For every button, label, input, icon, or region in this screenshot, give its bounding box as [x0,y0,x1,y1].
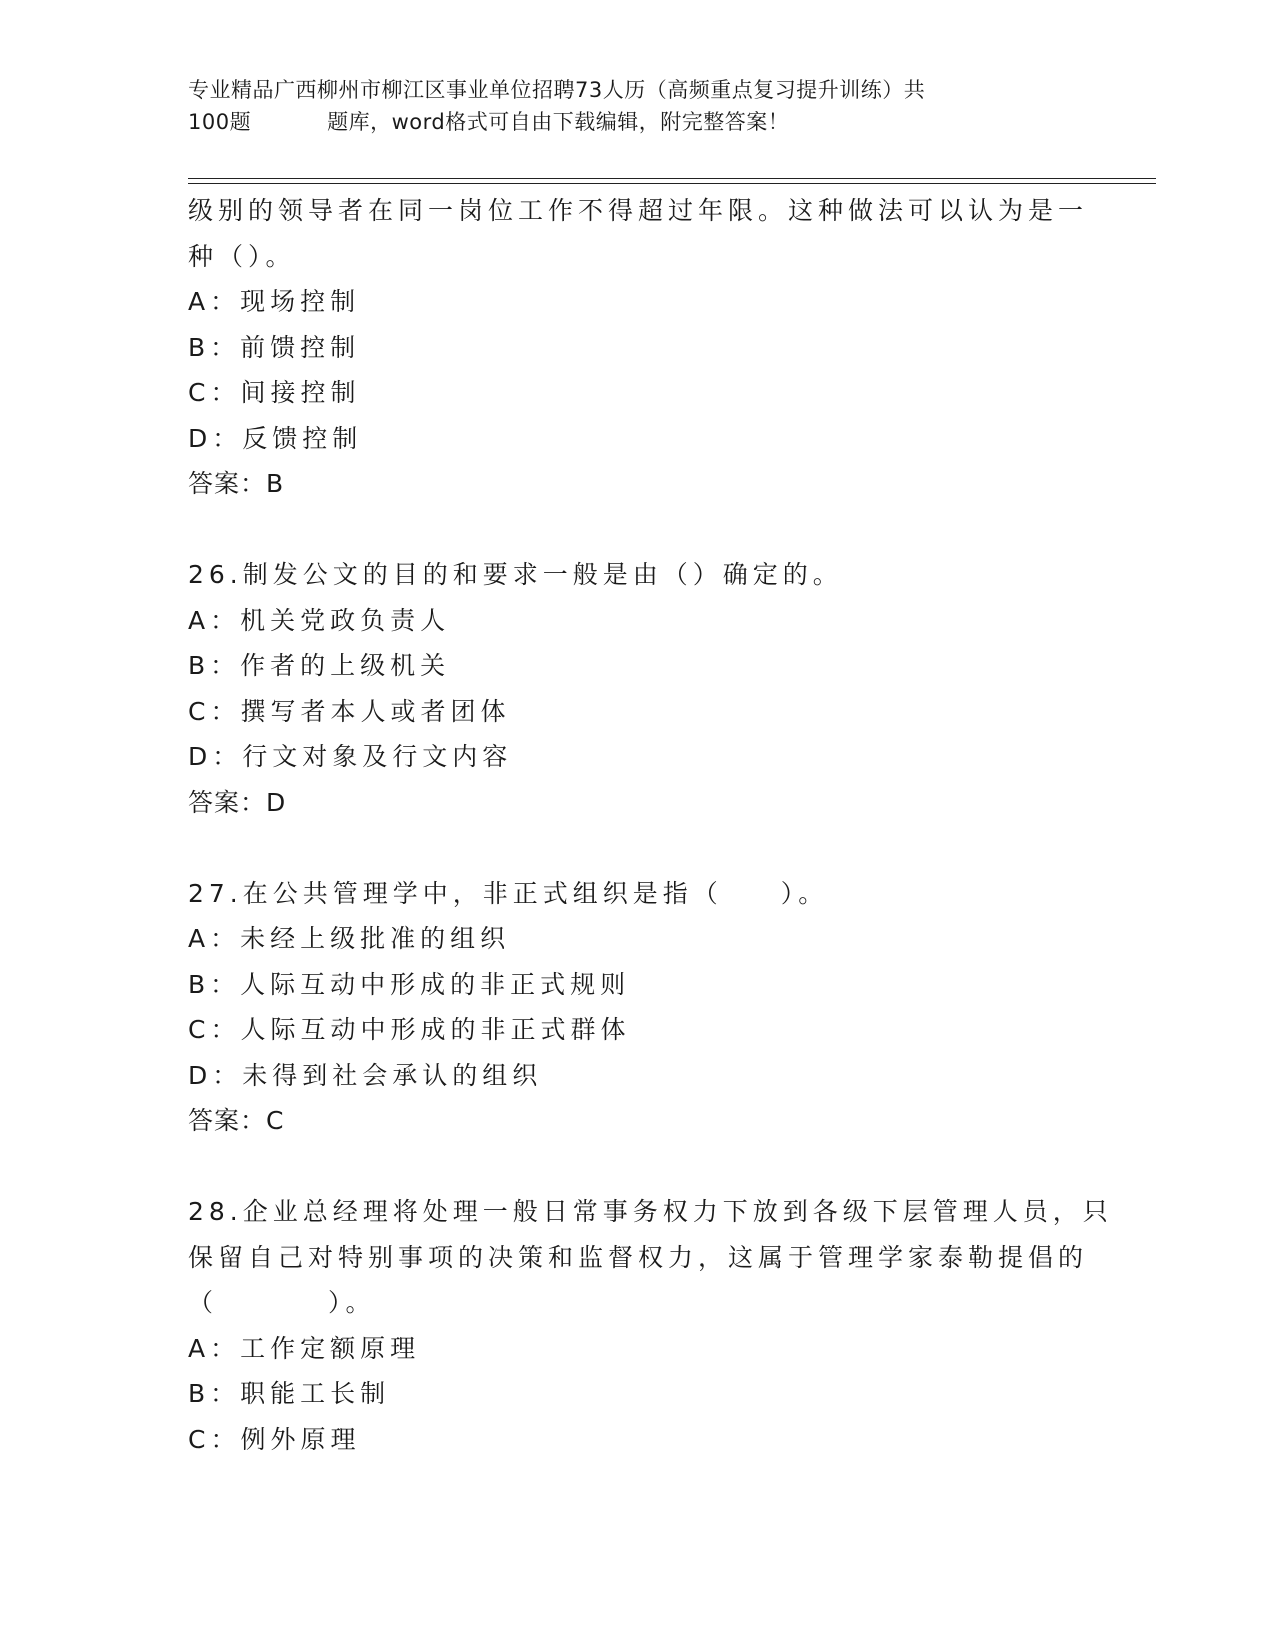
option-d: D：行文对象及行文内容 [188,742,513,771]
blank-line [188,1144,1108,1190]
document-body [188,188,1113,1462]
page-header [188,74,1068,138]
question-28 [188,1189,1113,1462]
option-c: C：间接控制 [188,378,361,407]
option-c: C：例外原理 [188,1424,361,1454]
header-title-line-1: 专业精品广西柳州市柳江区事业单位招聘73人历（高频重点复习提升训练）共 [188,78,926,102]
option-d: D：未得到社会承认的组织 [188,1060,543,1090]
option-c: C：撰写者本人或者团体 [188,696,511,726]
blank-line [188,825,1108,871]
option-a: A：未经上级批准的组织 [188,924,511,953]
option-b: B：人际互动中形成的非正式规则 [188,969,631,999]
question-stem-line: 26.制发公文的目的和要求一般是由（）确定的。 [188,560,843,589]
stem-text: ）。 [780,878,829,908]
stem-text: 27.在公共管理学中，非正式组织是指（ [188,878,723,908]
header-divider [188,178,1156,184]
option-a: A：现场控制 [188,287,361,316]
option-b: B：前馈控制 [188,332,361,362]
option-a: A：工作定额原理 [188,1333,421,1363]
header-description: 题库，word格式可自由下载编辑，附完整答案！ [327,110,790,134]
blank-line [188,507,1108,553]
question-stem-line: 级别的领导者在同一岗位工作不得超过年限。这种做法可以认为是一 [188,196,1089,225]
question-stem-line: 保留自己对特别事项的决策和监督权力，这属于管理学家泰勒提倡的 [188,1242,1089,1272]
answer-line: 答案：B [188,469,285,498]
answer-line: 答案：D [188,787,287,817]
stem-text: ）。 [328,1288,376,1317]
header-question-count: 100题 [188,110,252,134]
question-25 [188,188,1108,507]
option-b: B：作者的上级机关 [188,651,451,680]
header-title-line-2 [188,106,1068,138]
option-a: A：机关党政负责人 [188,605,451,635]
answer-line: 答案：C [188,1106,285,1135]
question-stem-line: 28.企业总经理将处理一般日常事务权力下放到各级下层管理人员，只 [188,1197,1113,1226]
option-c: C：人际互动中形成的非正式群体 [188,1015,631,1044]
question-stem-line: 种（）。 [188,241,296,271]
question-26 [188,552,1108,825]
option-d: D：反馈控制 [188,423,363,453]
question-stem-line [188,871,1108,917]
option-b: B：职能工长制 [188,1379,391,1408]
stem-text: （ [188,1288,219,1317]
question-27 [188,871,1108,1144]
question-stem-line [188,1280,1108,1326]
